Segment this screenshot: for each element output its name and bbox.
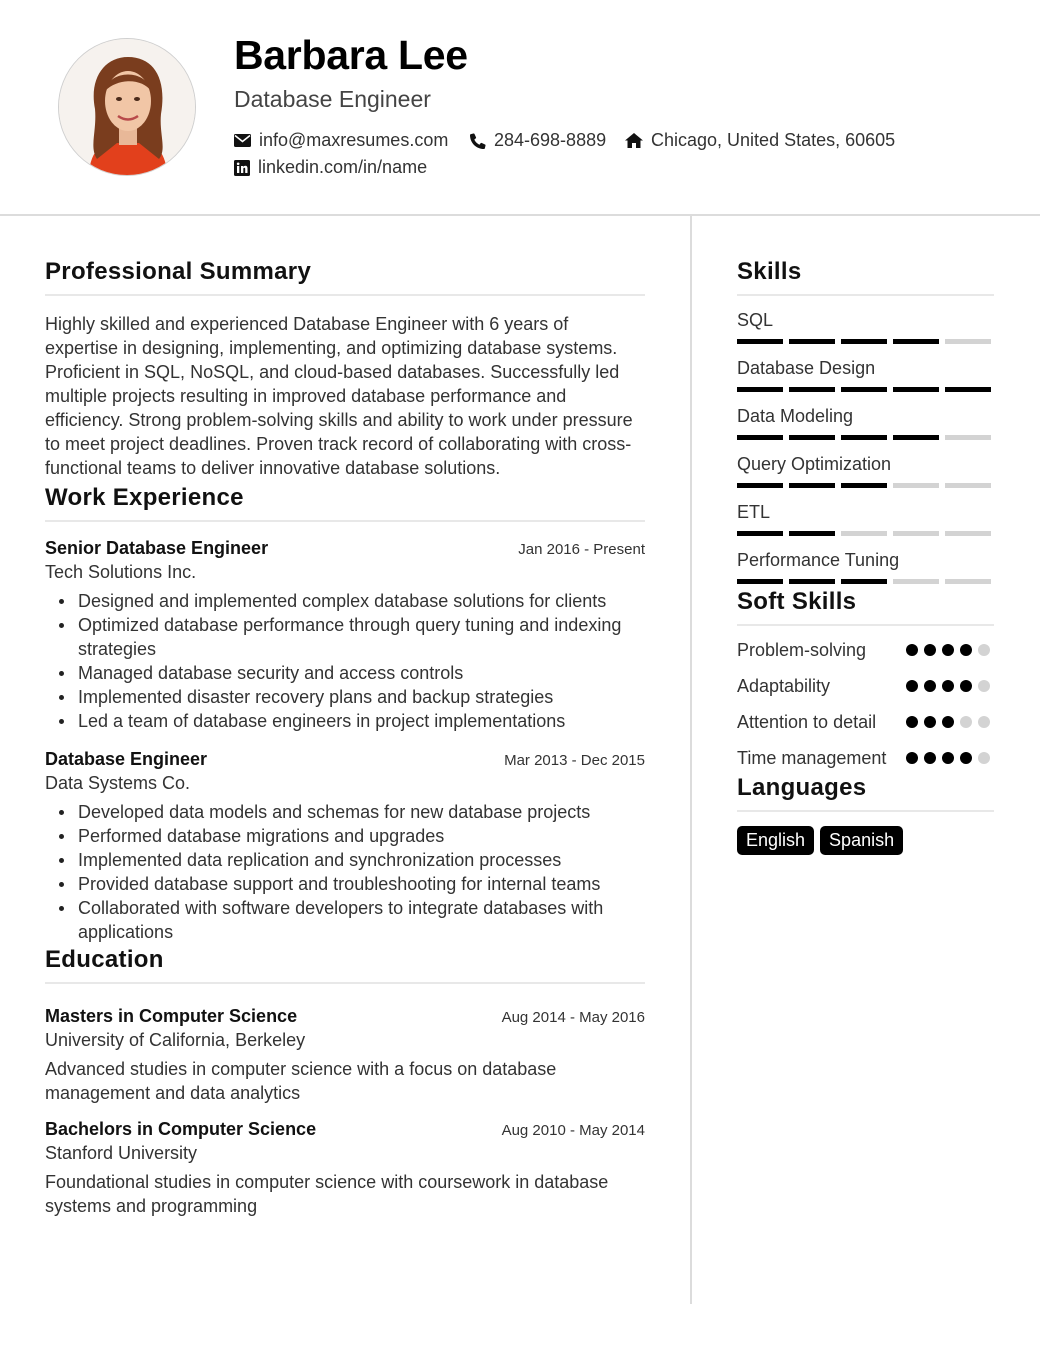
summary-heading: Professional Summary (45, 258, 645, 296)
skill-level-segment (737, 483, 783, 488)
rating-dot (942, 644, 954, 656)
languages-list (737, 826, 994, 855)
rating-dot (942, 716, 954, 728)
soft-skill-item (737, 710, 994, 734)
skill-level-bar (737, 579, 994, 584)
education-header (45, 1119, 645, 1140)
skill-name: Query Optimization (737, 454, 892, 474)
education-dates: Aug 2014 - May 2016 (501, 1009, 645, 1026)
phone-icon (470, 133, 486, 149)
skill-level-segment (945, 435, 991, 440)
candidate-title: Database Engineer (234, 86, 431, 112)
job-company: Data Systems Co. (45, 773, 191, 793)
education-entry (45, 1006, 645, 1105)
education-header (45, 1006, 645, 1027)
soft-skill-item (737, 674, 994, 698)
education-description: Foundational studies in computer science with coursework in database systems and programming (45, 1172, 609, 1216)
bullet-item: Developed data models and schemas for new database projects (45, 800, 645, 824)
rating-dot (942, 680, 954, 692)
rating-dot (978, 716, 990, 728)
skill-level-segment (945, 531, 991, 536)
job-bullets (45, 589, 645, 733)
rating-dot (942, 752, 954, 764)
skill-level-segment (841, 387, 887, 392)
degree-title: Masters in Computer Science (45, 1006, 298, 1026)
rating-dot (906, 680, 918, 692)
skill-item (737, 310, 994, 344)
skill-item (737, 358, 994, 392)
resume-header (0, 0, 1040, 216)
skill-level-segment (841, 339, 887, 344)
main-column (45, 258, 645, 1218)
skill-level-segment (945, 579, 991, 584)
rating-dot (960, 752, 972, 764)
bullet-item: Provided database support and troubleshooting for internal teams (45, 872, 645, 896)
skill-item (737, 502, 994, 536)
skill-level-segment (841, 531, 887, 536)
linkedin-icon (234, 160, 250, 176)
phone-text: 284-698-8889 (494, 130, 607, 150)
sidebar-column (737, 258, 994, 855)
email-text: info@maxresumes.com (259, 130, 449, 150)
education-list (45, 1006, 645, 1218)
rating-dot (978, 752, 990, 764)
soft-skill-rating (906, 746, 994, 770)
job-title: Database Engineer (45, 749, 208, 769)
job-dates: Mar 2013 - Dec 2015 (504, 752, 645, 769)
soft-skill-rating (906, 674, 994, 698)
linkedin-text: linkedin.com/in/name (258, 157, 428, 177)
contact-linkedin[interactable] (234, 157, 427, 178)
job-bullets (45, 800, 645, 944)
skill-level-segment (945, 387, 991, 392)
skill-level-segment (841, 579, 887, 584)
bullet-item: Collaborated with software developers to integrate databases with applications (45, 896, 645, 944)
rating-dot (960, 680, 972, 692)
soft-skills-list (737, 638, 994, 770)
skill-level-bar (737, 483, 994, 488)
soft-skill-name: Adaptability (737, 676, 831, 696)
job-header (45, 749, 645, 770)
profile-photo (58, 38, 196, 176)
job-entry (45, 749, 645, 944)
portrait-illustration (59, 39, 196, 176)
skill-name: ETL (737, 502, 771, 522)
skill-level-segment (789, 339, 835, 344)
soft-skill-name: Time management (737, 748, 887, 768)
skills-heading: Skills (737, 258, 994, 296)
skill-level-segment (737, 387, 783, 392)
candidate-name: Barbara Lee (234, 32, 468, 78)
rating-dot (960, 644, 972, 656)
soft-skill-rating (906, 710, 994, 734)
skill-level-bar (737, 531, 994, 536)
skill-name: Data Modeling (737, 406, 854, 426)
degree-title: Bachelors in Computer Science (45, 1119, 317, 1139)
skill-level-bar (737, 435, 994, 440)
skill-level-segment (737, 579, 783, 584)
bullet-item: Led a team of database engineers in project implementations (45, 709, 645, 733)
skill-level-segment (893, 483, 939, 488)
rating-dot (924, 752, 936, 764)
job-company: Tech Solutions Inc. (45, 562, 197, 582)
envelope-icon (234, 134, 251, 147)
skill-level-segment (841, 435, 887, 440)
job-header (45, 538, 645, 559)
skill-level-segment (841, 483, 887, 488)
skill-name: Database Design (737, 358, 876, 378)
languages-heading: Languages (737, 774, 994, 812)
contact-email[interactable] (234, 130, 448, 151)
education-description: Advanced studies in computer science with a focus on database management and data analytics (45, 1059, 557, 1103)
job-title: Senior Database Engineer (45, 538, 269, 558)
rating-dot (978, 644, 990, 656)
skill-item (737, 550, 994, 584)
education-dates: Aug 2010 - May 2014 (501, 1122, 645, 1139)
bullet-item: Implemented data replication and synchronization processes (45, 848, 645, 872)
language-badge: Spanish (820, 826, 903, 855)
home-icon (625, 133, 643, 148)
skill-level-segment (789, 435, 835, 440)
soft-skills-heading: Soft Skills (737, 588, 994, 626)
skill-level-segment (737, 435, 783, 440)
contact-phone[interactable] (470, 130, 606, 151)
soft-skill-name: Problem-solving (737, 640, 867, 660)
skills-list (737, 310, 994, 584)
skill-level-bar (737, 339, 994, 344)
job-dates: Jan 2016 - Present (518, 541, 645, 558)
bullet-item: Managed database security and access controls (45, 661, 645, 685)
language-badge: English (737, 826, 814, 855)
skill-item (737, 454, 994, 488)
skill-level-segment (893, 579, 939, 584)
skill-level-segment (945, 339, 991, 344)
soft-skill-item (737, 746, 994, 770)
summary-text: Highly skilled and experienced Database Engineer with 6 years of expertise in designing, implementing, and optimizing database systems. Proficient in SQL, NoSQL, and cloud-based databases. Successfully led multiple projects resulting in improved database performance and efficiency. Strong problem-solving skills and ability to work under pressure to meet project deadlines. Proven track record of collaborating with cross-functional teams to deliver innovative database solutions. (45, 314, 633, 478)
skill-level-bar (737, 387, 994, 392)
skill-level-segment (789, 579, 835, 584)
skill-level-segment (737, 531, 783, 536)
skill-level-segment (893, 531, 939, 536)
school-name: Stanford University (45, 1143, 198, 1163)
education-entry (45, 1119, 645, 1218)
skill-level-segment (789, 387, 835, 392)
skill-level-segment (893, 339, 939, 344)
skill-level-segment (737, 339, 783, 344)
skill-level-segment (893, 435, 939, 440)
column-divider (690, 216, 692, 1304)
rating-dot (906, 644, 918, 656)
skill-level-segment (789, 531, 835, 536)
education-heading: Education (45, 946, 645, 984)
experience-heading: Work Experience (45, 484, 645, 522)
job-entry (45, 538, 645, 733)
bullet-item: Designed and implemented complex database solutions for clients (45, 589, 645, 613)
location-text: Chicago, United States, 60605 (651, 130, 896, 150)
rating-dot (924, 680, 936, 692)
rating-dot (978, 680, 990, 692)
skill-name: SQL (737, 310, 774, 330)
rating-dot (960, 716, 972, 728)
soft-skill-item (737, 638, 994, 662)
bullet-item: Implemented disaster recovery plans and backup strategies (45, 685, 645, 709)
experience-list (45, 538, 645, 944)
skill-level-segment (945, 483, 991, 488)
rating-dot (906, 752, 918, 764)
skill-level-segment (893, 387, 939, 392)
school-name: University of California, Berkeley (45, 1030, 306, 1050)
soft-skill-name: Attention to detail (737, 712, 877, 732)
skill-name: Performance Tuning (737, 550, 900, 570)
skill-item (737, 406, 994, 440)
bullet-item: Optimized database performance through query tuning and indexing strategies (45, 613, 645, 661)
rating-dot (924, 644, 936, 656)
rating-dot (906, 716, 918, 728)
rating-dot (924, 716, 936, 728)
soft-skill-rating (906, 638, 994, 662)
bullet-item: Performed database migrations and upgrades (45, 824, 645, 848)
skill-level-segment (789, 483, 835, 488)
contact-location (625, 130, 895, 151)
